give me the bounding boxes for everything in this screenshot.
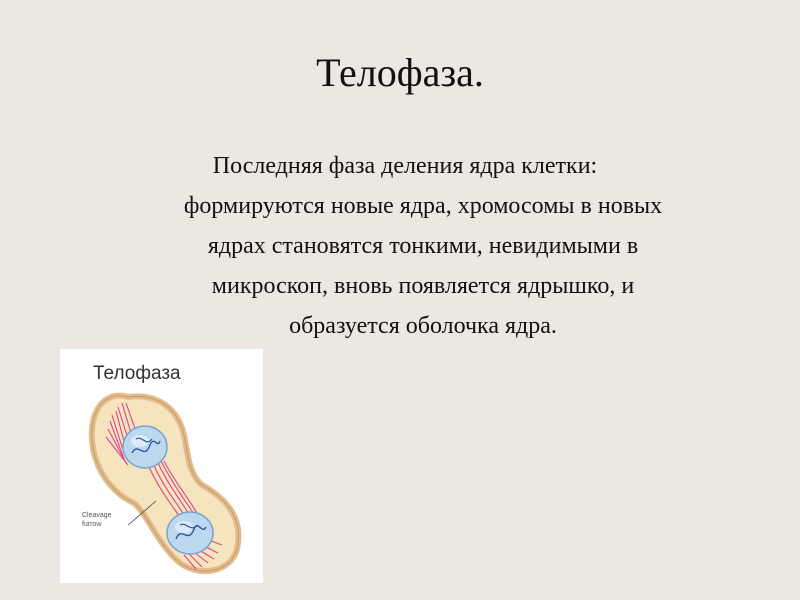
body-line: образуется оболочка ядра. [289, 313, 557, 339]
telophase-figure [60, 349, 263, 583]
body-line: микроскоп, вновь появляется ядрышко, и [211, 273, 635, 299]
slide-body-text [88, 146, 758, 346]
lower-nucleus [167, 512, 213, 554]
figure-title: Телофаза [93, 363, 181, 384]
body-line: формируются новые ядра, хромосомы в новых [183, 193, 663, 219]
furrow-label: furrow [82, 521, 102, 528]
body-line: ядрах становятся тонкими, невидимыми в [207, 233, 639, 259]
slide-title: Телофаза. [316, 50, 484, 95]
cleavage-label: Cleavage [82, 512, 112, 519]
body-line: Последняя фаза деления ядра клетки: [212, 153, 598, 179]
upper-nucleus [123, 426, 167, 468]
